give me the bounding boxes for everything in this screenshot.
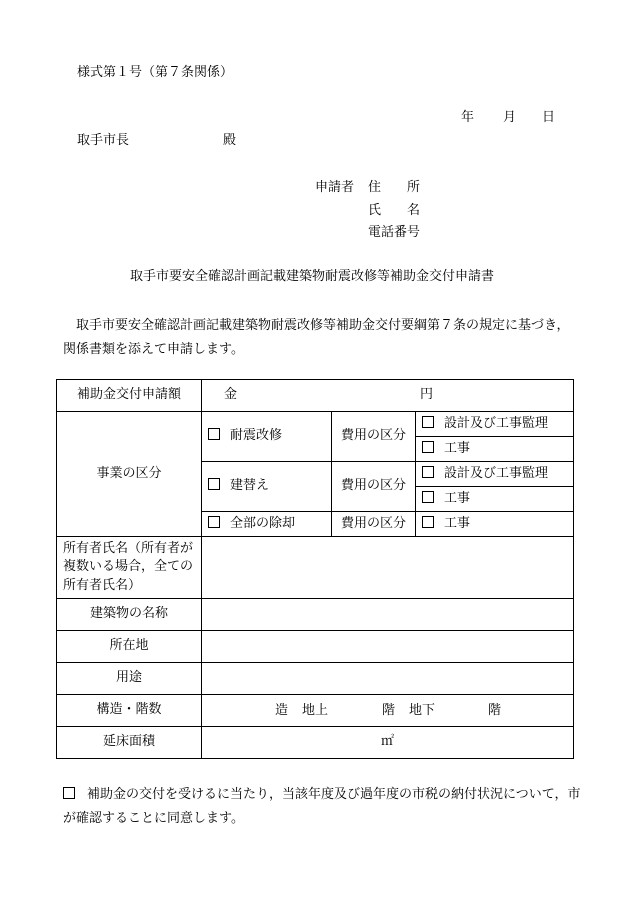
building-name-label: 建築物の名称 <box>57 599 202 631</box>
option-construction-label: 工事 <box>444 515 471 531</box>
cost-category-label-1: 費用の区分 <box>332 412 416 462</box>
floor-suffix-2: 階 <box>488 702 502 718</box>
amount-unit: 円 <box>420 387 434 403</box>
option-construction-label: 工事 <box>444 490 471 506</box>
owner-label: 所有者氏名（所有者が複数いる場合，全ての所有者氏名） <box>57 537 202 599</box>
checkbox-icon[interactable] <box>422 491 434 503</box>
applicant-label: 申請者 <box>315 180 355 195</box>
checkbox-icon[interactable] <box>422 416 434 428</box>
intro-paragraph: 取手市要安全確認計画記載建築物耐震改修等補助金交付要綱第７条の規定に基づき，関係書類を添えて申請します。 <box>63 318 570 357</box>
checkbox-icon[interactable] <box>208 516 220 528</box>
structure-suffix: 造 <box>275 702 289 718</box>
option-demolition[interactable] <box>202 512 332 537</box>
structure-label: 構造・階数 <box>57 695 202 727</box>
form-number: 様式第１号（第７条関係） <box>77 65 234 80</box>
project-category-label: 事業の区分 <box>57 412 202 537</box>
checkbox-icon[interactable] <box>422 441 434 453</box>
consent-checkbox-icon[interactable] <box>63 787 75 799</box>
building-name-field[interactable] <box>202 599 574 631</box>
cost-category-label-2: 費用の区分 <box>332 462 416 512</box>
addressee-mayor: 取手市長 <box>77 133 130 148</box>
option-retrofit-construction[interactable] <box>416 437 574 462</box>
cost-category-label-3: 費用の区分 <box>332 512 416 537</box>
use-label: 用途 <box>57 663 202 695</box>
option-rebuild-design[interactable] <box>416 462 574 487</box>
application-table <box>56 379 574 759</box>
page-title: 取手市要安全確認計画記載建築物耐震改修等補助金交付申請書 <box>130 269 495 284</box>
option-demolition-label: 全部の除却 <box>230 515 296 531</box>
consent-text: 補助金の交付を受けるに当たり，当該年度及び過年度の市税の納付状況について，市が確認することに同意します。 <box>63 787 581 826</box>
structure-field[interactable] <box>202 695 574 727</box>
option-retrofit-design[interactable] <box>416 412 574 437</box>
below-ground-label: 地下 <box>409 702 436 718</box>
floor-area-unit: ㎡ <box>381 734 395 750</box>
amount-prefix: 金 <box>224 387 238 403</box>
location-label: 所在地 <box>57 631 202 663</box>
option-rebuild[interactable] <box>202 462 332 512</box>
checkbox-icon[interactable] <box>422 516 434 528</box>
checkbox-icon[interactable] <box>208 478 220 490</box>
option-rebuild-label: 建替え <box>230 478 270 494</box>
checkbox-icon[interactable] <box>422 466 434 478</box>
option-design-label: 設計及び工事監理 <box>444 415 549 431</box>
option-rebuild-construction[interactable] <box>416 487 574 512</box>
option-retrofit-label: 耐震改修 <box>230 428 283 444</box>
owner-field[interactable] <box>202 537 574 599</box>
use-field[interactable] <box>202 663 574 695</box>
above-ground-label: 地上 <box>302 702 329 718</box>
applicant-name-label: 氏 名 <box>368 203 421 218</box>
date-year: 年 <box>461 110 475 125</box>
location-field[interactable] <box>202 631 574 663</box>
consent-statement <box>63 783 583 831</box>
option-design-label: 設計及び工事監理 <box>444 465 549 481</box>
date-month: 月 <box>503 110 517 125</box>
floor-suffix-1: 階 <box>382 702 396 718</box>
option-construction-label: 工事 <box>444 440 471 456</box>
date-day: 日 <box>542 110 556 125</box>
floor-area-field[interactable] <box>202 727 574 759</box>
addressee-honorific: 殿 <box>223 133 237 148</box>
amount-field[interactable] <box>202 380 574 412</box>
option-retrofit[interactable] <box>202 412 332 462</box>
amount-label: 補助金交付申請額 <box>57 380 202 412</box>
option-demolition-construction[interactable] <box>416 512 574 537</box>
floor-area-label: 延床面積 <box>57 727 202 759</box>
checkbox-icon[interactable] <box>208 428 220 440</box>
applicant-phone-label: 電話番号 <box>368 225 421 240</box>
applicant-address-label: 住 所 <box>368 180 421 195</box>
